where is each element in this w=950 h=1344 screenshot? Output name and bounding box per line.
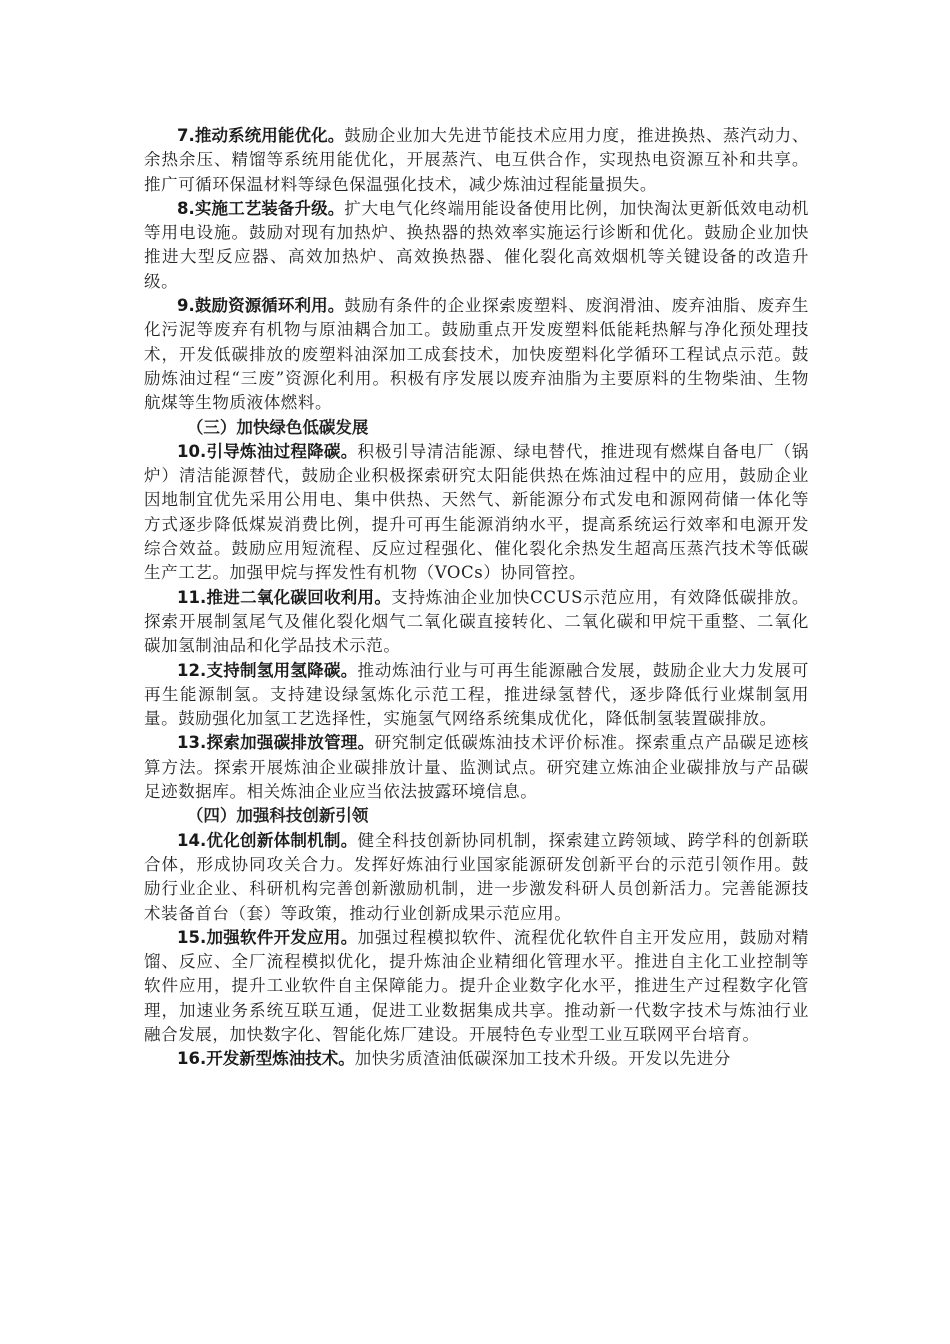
paragraph-8 bbox=[144, 197, 809, 294]
paragraph-text: 健全科技创新协同机制，探索建立跨领域、跨学科的创新联合体，形成协同攻关合力。发挥好炼油行业国家能源研发创新平台的示范引领作用。鼓励行业企业、科研机构完善创新激励机制，进一步激发科研人员创新活力。完善能源技术装备首台（套）等政策，推动行业创新成果示范应用。 bbox=[144, 830, 809, 923]
paragraph-text: 积极引导清洁能源、绿电替代，推进现有燃煤自备电厂（锅炉）清洁能源替代，鼓励企业积极探索研究太阳能供热在炼油过程中的应用，鼓励企业因地制宜优先采用公用电、集中供热、天然气、新能源分布式发电和源网荷储一体化等方式逐步降低煤炭消费比例，提升可再生能源消纳水平，提高系统运行效率和电源开发综合效益。鼓励应用短流程、反应过程强化、催化裂化余热发生超高压蒸汽技术等低碳生产工艺。加强甲烷与挥发性有机物（VOCs）协同管控。 bbox=[144, 441, 809, 583]
paragraph-heading: 15.加强软件开发应用。 bbox=[177, 927, 358, 947]
paragraph-text: 鼓励有条件的企业探索废塑料、废润滑油、废弃油脂、废弃生化污泥等废弃有机物与原油耦合加工。鼓励重点开发废塑料低能耗热解与净化预处理技术，开发低碳排放的废塑料油深加工成套技术，加快废塑料化学循环工程试点示范。鼓励炼油过程“三废”资源化利用。积极有序发展以废弃油脂为主要原料的生物柴油、生物航煤等生物质液体燃料。 bbox=[144, 296, 809, 413]
paragraph-text: 加强过程模拟软件、流程优化软件自主开发应用，鼓励对精馏、反应、全厂流程模拟优化，提升炼油企业精细化管理水平。推进自主化工业控制等软件应用，提升工业软件自主保障能力。提升企业数字化水平，推进生产过程数字化管理，加速业务系统互联互通，促进工业数据集成共享。推动新一代数字技术与炼油行业融合发展，加快数字化、智能化炼厂建设。开展特色专业型工业互联网平台培育。 bbox=[144, 927, 809, 1044]
paragraph-text: 支持炼油企业加快CCUS示范应用，有效降低碳排放。探索开展制氢尾气及催化裂化烟气二氧化碳直接转化、二氧化碳和甲烷干重整、二氧化碳加氢制油品和化学品技术示范。 bbox=[144, 587, 809, 656]
paragraph-heading: 11.推进二氧化碳回收利用。 bbox=[177, 587, 392, 607]
paragraph-13 bbox=[144, 731, 809, 804]
section-heading-4: （四）加强科技创新引领 bbox=[186, 806, 369, 826]
paragraph-14 bbox=[144, 829, 809, 926]
paragraph-11 bbox=[144, 586, 809, 659]
section-heading-3: （三）加快绿色低碳发展 bbox=[186, 417, 369, 437]
paragraph-heading: 16.开发新型炼油技术。 bbox=[177, 1049, 355, 1069]
paragraph-heading: 9.鼓励资源循环利用。 bbox=[177, 296, 345, 316]
paragraph-heading: 13.探索加强碳排放管理。 bbox=[177, 733, 375, 753]
paragraph-7 bbox=[144, 124, 809, 197]
paragraph-text: 研究制定低碳炼油技术评价标准。探索重点产品碳足迹核算方法。探索开展炼油企业碳排放计量、监测试点。研究建立炼油企业碳排放与产品碳足迹数据库。相关炼油企业应当依法披露环境信息。 bbox=[144, 733, 810, 802]
document-body bbox=[144, 124, 809, 1072]
paragraph-text: 扩大电气化终端用能设备使用比例，加快淘汰更新低效电动机等用电设施。鼓励对现有加热炉、换热器的热效率实施运行诊断和优化。鼓励企业加快推进大型反应器、高效加热炉、高效换热器、催化裂化高效烟机等关键设备的改造升级。 bbox=[144, 198, 809, 291]
paragraph-heading: 7.推动系统用能优化。 bbox=[177, 126, 345, 145]
paragraph-heading: 10.引导炼油过程降碳。 bbox=[177, 441, 358, 461]
paragraph-10 bbox=[144, 440, 809, 586]
paragraph-heading: 12.支持制氢用氢降碳。 bbox=[177, 660, 358, 680]
paragraph-heading: 14.优化创新体制机制。 bbox=[177, 830, 358, 850]
paragraph-text: 推动炼油行业与可再生能源融合发展，鼓励企业大力发展可再生能源制氢。支持建设绿氢炼化示范工程，推进绿氢替代，逐步降低行业煤制氢用量。鼓励强化加氢工艺选择性，实施氢气网络系统集成优化，降低制氢装置碳排放。 bbox=[144, 660, 809, 729]
paragraph-12 bbox=[144, 659, 809, 732]
paragraph-16 bbox=[144, 1047, 809, 1071]
paragraph-15 bbox=[144, 926, 809, 1047]
paragraph-text: 鼓励企业加大先进节能技术应用力度，推进换热、蒸汽动力、余热余压、精馏等系统用能优化，开展蒸汽、电互供合作，实现热电资源互补和共享。推广可循环保温材料等绿色保温强化技术，减少炼油过程能量损失。 bbox=[144, 126, 809, 194]
paragraph-heading: 8.实施工艺装备升级。 bbox=[177, 198, 345, 218]
paragraph-9 bbox=[144, 294, 809, 415]
paragraph-text: 加快劣质渣油低碳深加工技术升级。开发以先进分 bbox=[354, 1049, 731, 1069]
